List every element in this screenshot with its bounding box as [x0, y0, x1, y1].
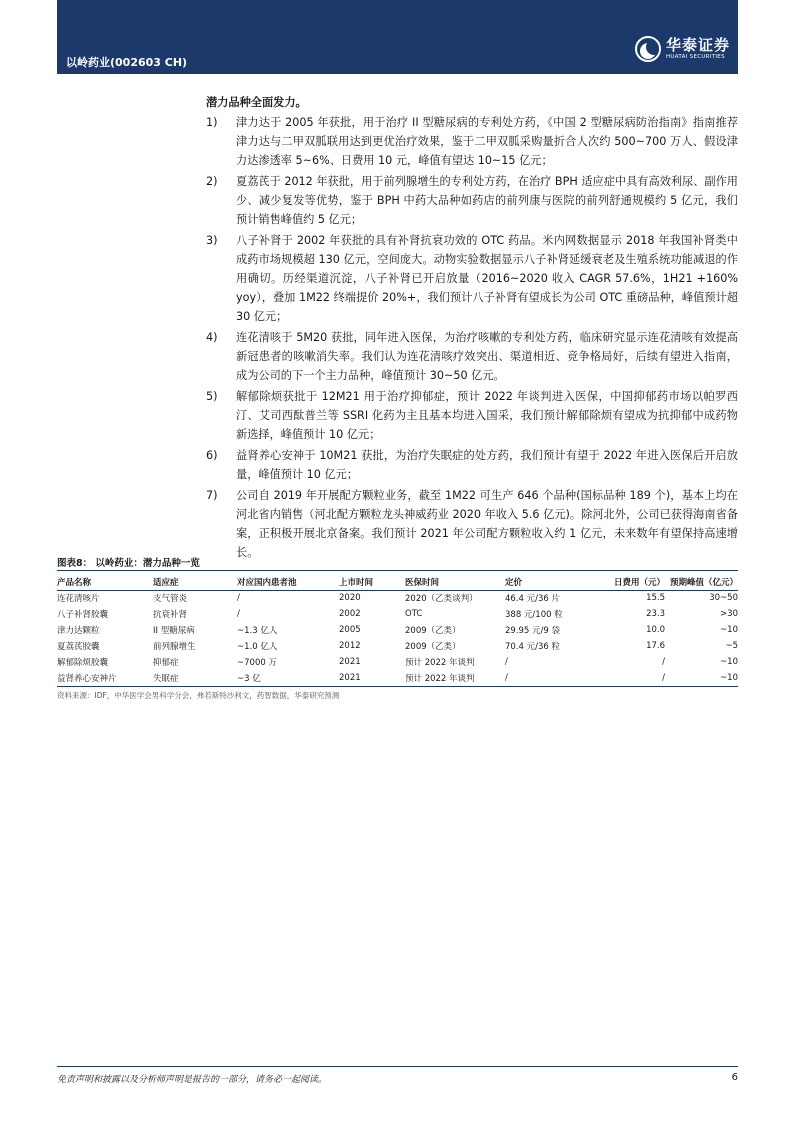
list-item: [206, 172, 738, 229]
logo-cn-text: 华泰证券: [665, 35, 730, 54]
list-item-number: 3): [206, 234, 218, 247]
table-cell: 支气管炎: [153, 594, 188, 605]
list-item-number: 5): [206, 390, 218, 403]
table-cell: 连花清咳片: [57, 594, 100, 605]
table-cell: 2009（乙类）: [405, 626, 461, 636]
table-row: [57, 590, 738, 606]
list-item-number: 4): [206, 331, 218, 344]
list-item-text: 解郁除烦获批于 12M21 用于治疗抑郁症，预计 2022 年谈判进入医保，中国抑郁药市场以帕罗西汀、艾司西酞普兰等 SSRI 化药为主且基本均进入国采，我们预计解郁除烦有望成为抗抑郁中成药物新选择，峰值预计 10 亿元；: [236, 390, 738, 441]
table-header-row: [57, 574, 738, 590]
table-cell: 预计 2022 年谈判: [405, 670, 505, 686]
numbered-list: [206, 113, 738, 562]
footer-divider: [57, 1066, 738, 1067]
table-header-cell: 定价: [505, 574, 605, 590]
table-header-cell: 产品名称: [57, 574, 153, 590]
table-cell: >30: [720, 609, 738, 619]
list-item: [206, 113, 738, 170]
table-cell: 夏荔芪胶囊: [57, 642, 100, 652]
huatai-logo-icon: [635, 36, 661, 62]
table-cell: /: [505, 670, 605, 686]
table-cell: 津力达颗粒: [57, 626, 100, 636]
table-cell: ~10: [720, 625, 738, 635]
table-cell: 23.3: [646, 609, 665, 619]
table-cell: ~1.3 亿人: [237, 626, 278, 636]
table-header-cell: 适应症: [153, 574, 237, 590]
table-header-cell: 预期峰值（亿元）: [665, 574, 738, 590]
table-cell: /: [505, 657, 508, 667]
table-cell: 29.95 元/9 袋: [505, 626, 561, 636]
list-item: [206, 486, 738, 562]
table-cell: 15.5: [646, 593, 665, 604]
list-item-number: 7): [206, 489, 218, 502]
list-item-number: 2): [206, 175, 218, 188]
table-cell: 2020（乙类谈判）: [405, 594, 478, 605]
table-cell: OTC: [405, 609, 423, 619]
list-item: [206, 328, 738, 385]
table-cell: 2012: [339, 641, 361, 651]
table-header-cell: 日费用（元）: [605, 574, 665, 590]
figure-title: 图表8： 以岭药业：潜力品种一览: [57, 555, 738, 571]
table-header-cell: 医保时间: [405, 574, 505, 590]
table-cell: 解郁除烦胶囊: [57, 658, 109, 668]
table-cell: /: [605, 670, 665, 686]
list-item: [206, 387, 738, 444]
list-item-text: 公司自 2019 年开展配方颗粒业务，截至 1M22 可生产 646 个品种(国标品种 189 个)，基本上均在河北省内销售（河北配方颗粒龙头神威药业 2020 年收入 5.6 亿元)。除河北外，公司已获得海南省备案，正积极开展北京备案。我们预计 2021 年公司配方颗粒收入约 1 亿元，未来数年有望保持高速增长。: [236, 489, 738, 559]
section-title: 潜力品种全面发力。: [206, 96, 307, 109]
table-cell: ~10: [720, 657, 738, 667]
table-cell: II 型糖尿病: [153, 626, 195, 636]
table-cell: 388 元/100 粒: [505, 610, 563, 620]
table-header-cell: 上市时间: [339, 574, 405, 590]
table-cell: 前列腺增生: [153, 642, 196, 652]
table-cell: 八子补肾胶囊: [57, 610, 109, 620]
table-cell: /: [662, 657, 665, 667]
table-cell: ~10: [665, 670, 738, 686]
table-cell: 抗衰补肾: [153, 610, 188, 620]
table-cell: 30~50: [709, 593, 738, 604]
huatai-logo: [635, 36, 730, 62]
table-cell: 失眠症: [153, 670, 237, 686]
table-cell: ~5: [725, 641, 738, 651]
main-content: [206, 94, 738, 564]
table-row: [57, 670, 738, 686]
table-cell: 2021: [339, 670, 405, 686]
list-item-text: 益肾养心安神于 10M21 获批，为治疗失眠症的处方药，我们预计有望于 2022 年进入医保后开启放量，峰值预计 10 亿元；: [236, 449, 738, 481]
table-cell: /: [237, 609, 240, 619]
list-item-text: 津力达于 2005 年获批，用于治疗 II 型糖尿病的专利处方药，《中国 2 型糖尿病防治指南》指南推荐津力达与二甲双胍联用达到更优治疗效果，鉴于二甲双胍采购量折合人次约 500~700 万人、假设津力达渗透率 5~6%、日费用 10 元，峰值有望达 10~15 亿元；: [236, 116, 738, 167]
report-title: 以岭药业(002603 CH): [66, 56, 188, 69]
product-table: [57, 574, 738, 687]
table-cell: 2021: [339, 657, 361, 667]
table-cell: 2005: [339, 625, 361, 635]
list-item-text: 连花清咳于 5M20 获批，同年进入医保，为治疗咳嗽的专利处方药，临床研究显示连花清咳有效提高新冠患者的咳嗽消失率。我们认为连花清咳疗效突出、渠道相近、竞争格局好，后续有望进入指南，成为公司的下一个主力品种，峰值预计 30~50 亿元。: [236, 331, 738, 382]
list-item: [206, 231, 738, 326]
list-item: [206, 446, 738, 484]
header-bar: [57, 0, 738, 74]
table-cell: 预计 2022 年谈判: [405, 658, 475, 668]
table-cell: 70.4 元/36 粒: [505, 642, 561, 652]
table-cell: 10.0: [646, 625, 665, 635]
figure-source: 资料来源：IDF，中华医学会男科学分会，弗若斯特沙利文，药智数据，华泰研究预测: [57, 691, 340, 700]
table-cell: ~7000 万: [237, 658, 277, 668]
table-row: [57, 622, 738, 638]
table-row: [57, 606, 738, 622]
table-cell: ~3 亿: [237, 670, 339, 686]
table-cell: 抑郁症: [153, 658, 179, 668]
table-row: [57, 638, 738, 654]
list-item-number: 6): [206, 449, 218, 462]
page-number: 6: [731, 1072, 738, 1083]
table-cell: 46.4 元/36 片: [505, 594, 561, 605]
table-cell: 17.6: [646, 641, 665, 651]
table-cell: 2002: [339, 609, 361, 619]
table-cell: 2020: [339, 593, 361, 604]
table-cell: ~1.0 亿人: [237, 642, 278, 652]
logo-en-text: HUATAI SECURITIES: [665, 53, 725, 60]
table-cell: 益肾养心安神片: [57, 670, 153, 686]
list-item-text: 夏荔芪于 2012 年获批，用于前列腺增生的专利处方药，在治疗 BPH 适应症中具有高效利尿、副作用少、减少复发等优势，鉴于 BPH 中药大品种如药店的前列康与医院的前列舒通规模约 5 亿元，我们预计销售峰值约 5 亿元；: [236, 175, 738, 226]
table-cell: 2009（乙类）: [405, 642, 461, 652]
table-header-cell: 对应国内患者池: [237, 574, 339, 590]
list-item-number: 1): [206, 116, 218, 129]
list-item-text: 八子补肾于 2002 年获批的具有补肾抗衰功效的 OTC 药品。米内网数据显示 2018 年我国补肾类中成药市场规模超 130 亿元，空间庞大。动物实验数据显示八子补肾延缓衰老及生殖系统功能减退的作用确切。历经渠道沉淀，八子补肾已开启放量（2016~2020 收入 CAGR 57.6%，1H21 +160% yoy），叠加 1M22 终端提价 20%+，我们预计八子补肾有望成长为公司 OTC 重磅品种，峰值预计超 30 亿元；: [236, 234, 738, 323]
footer-disclaimer: 免责声明和披露以及分析师声明是报告的一部分，请务必一起阅读。: [57, 1075, 328, 1085]
table-cell: /: [237, 593, 240, 604]
table-row: [57, 654, 738, 670]
